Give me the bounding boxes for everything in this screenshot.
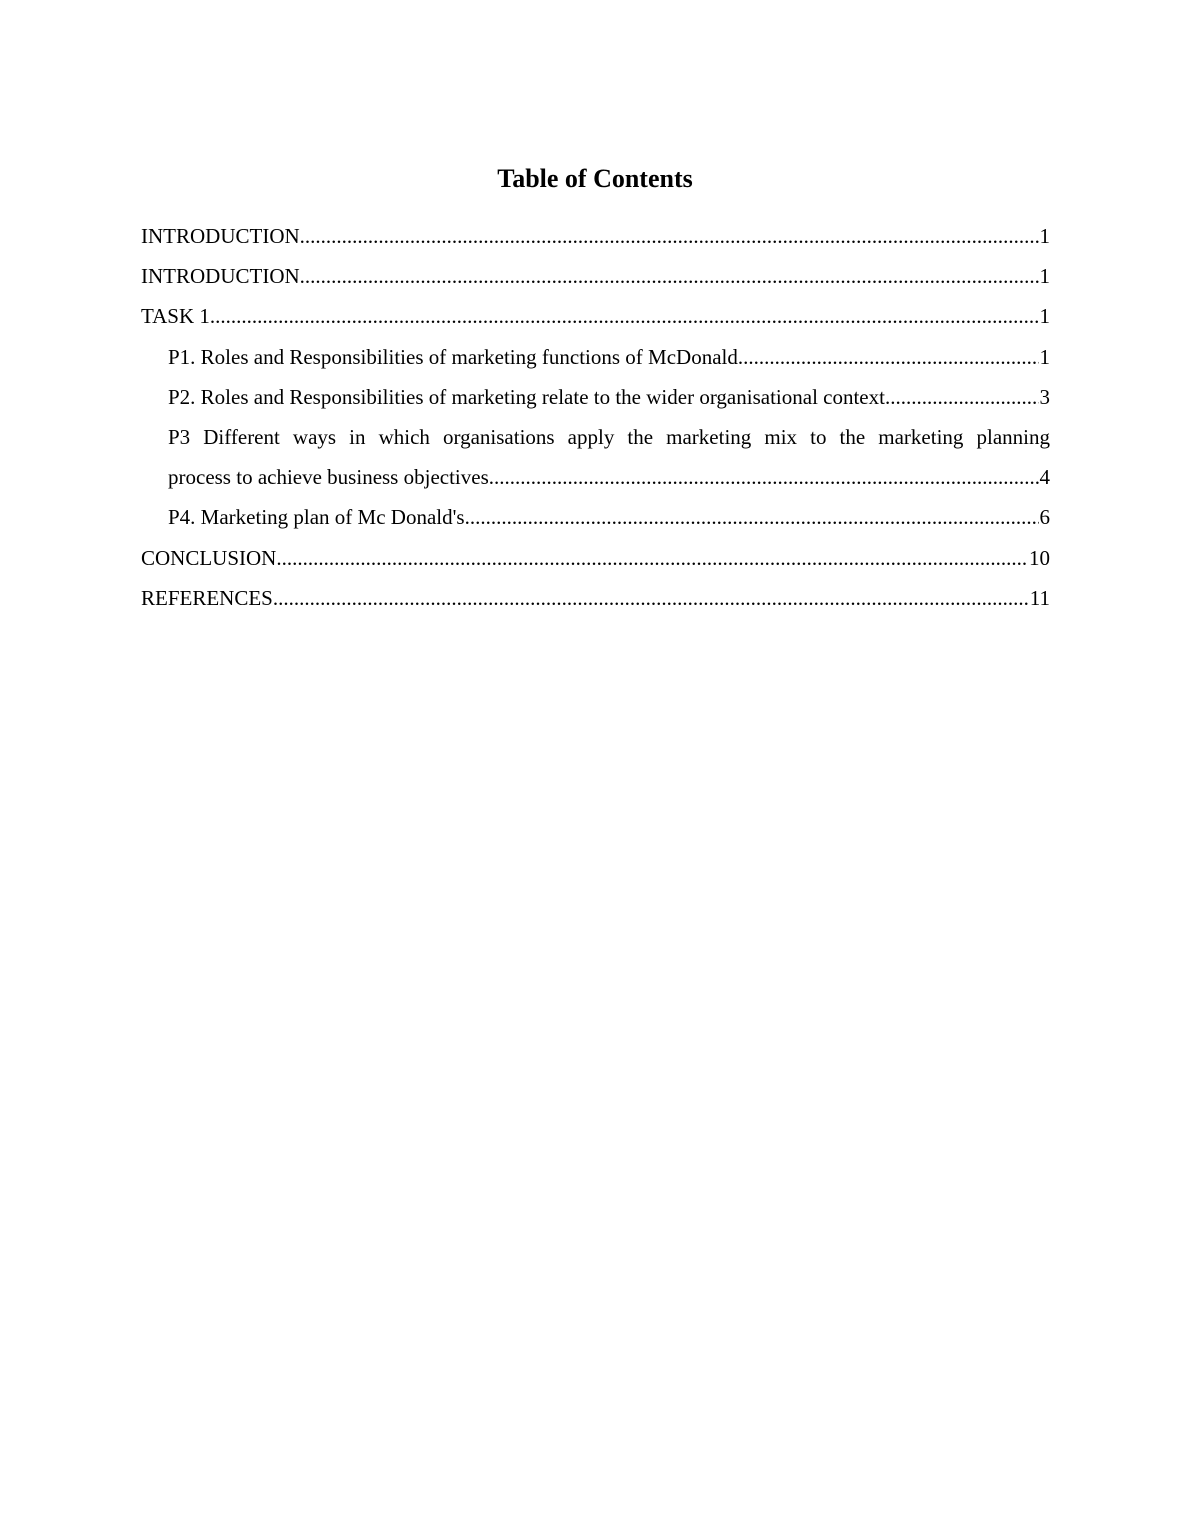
toc-entry-p4[interactable] xyxy=(168,497,1050,537)
dot-leader xyxy=(210,296,1039,336)
toc-entry-label: INTRODUCTION xyxy=(141,256,300,296)
toc-page-number: 1 xyxy=(1039,344,1050,369)
toc-page-number: 1 xyxy=(1039,264,1050,289)
toc-title: Table of Contents xyxy=(497,164,693,193)
toc-entry-label: P2. Roles and Responsibilities of marketing relate to the wider organisational context xyxy=(168,377,885,417)
toc-page-number: 3 xyxy=(1039,384,1050,409)
dot-leader xyxy=(885,377,1039,417)
dot-leader xyxy=(300,216,1039,256)
toc-entry-introduction[interactable] xyxy=(141,256,1050,296)
toc-page-number: 1 xyxy=(1039,304,1050,329)
toc-page-number: 10 xyxy=(1029,545,1050,570)
toc-page-number: 4 xyxy=(1039,465,1050,490)
toc-entry-label-line-2: process to achieve business objectives xyxy=(168,457,489,497)
toc-page-number: 11 xyxy=(1029,585,1050,610)
toc-entry-label: REFERENCES xyxy=(141,578,273,618)
dot-leader xyxy=(276,538,1028,578)
dot-leader xyxy=(300,256,1039,296)
toc-entry-label: P4. Marketing plan of Mc Donald's xyxy=(168,497,465,537)
toc-entry-label: INTRODUCTION xyxy=(141,216,300,256)
toc-entry-p3[interactable] xyxy=(168,417,1050,497)
toc-entry-conclusion[interactable] xyxy=(141,538,1050,578)
toc-entry-introduction[interactable] xyxy=(141,216,1050,256)
toc-entry-task-1[interactable] xyxy=(141,296,1050,336)
toc-entry-label: P1. Roles and Responsibilities of marketing functions of McDonald xyxy=(168,337,738,377)
toc-entry-label-line-1: P3 Different ways in which organisations apply the marketing mix to the marketing planning xyxy=(168,424,1050,449)
toc-page-number: 6 xyxy=(1039,505,1050,530)
toc-entry-label: CONCLUSION xyxy=(141,538,276,578)
dot-leader xyxy=(465,497,1039,537)
toc-entry-p2[interactable] xyxy=(168,377,1050,417)
toc-entry-label: TASK 1 xyxy=(141,296,210,336)
toc-page-number: 1 xyxy=(1039,224,1050,248)
toc-entry-p1[interactable] xyxy=(168,337,1050,377)
dot-leader xyxy=(489,457,1039,497)
toc-entry-references[interactable] xyxy=(141,578,1050,618)
dot-leader xyxy=(738,337,1039,377)
dot-leader xyxy=(273,578,1029,618)
table-of-contents xyxy=(141,216,1050,618)
